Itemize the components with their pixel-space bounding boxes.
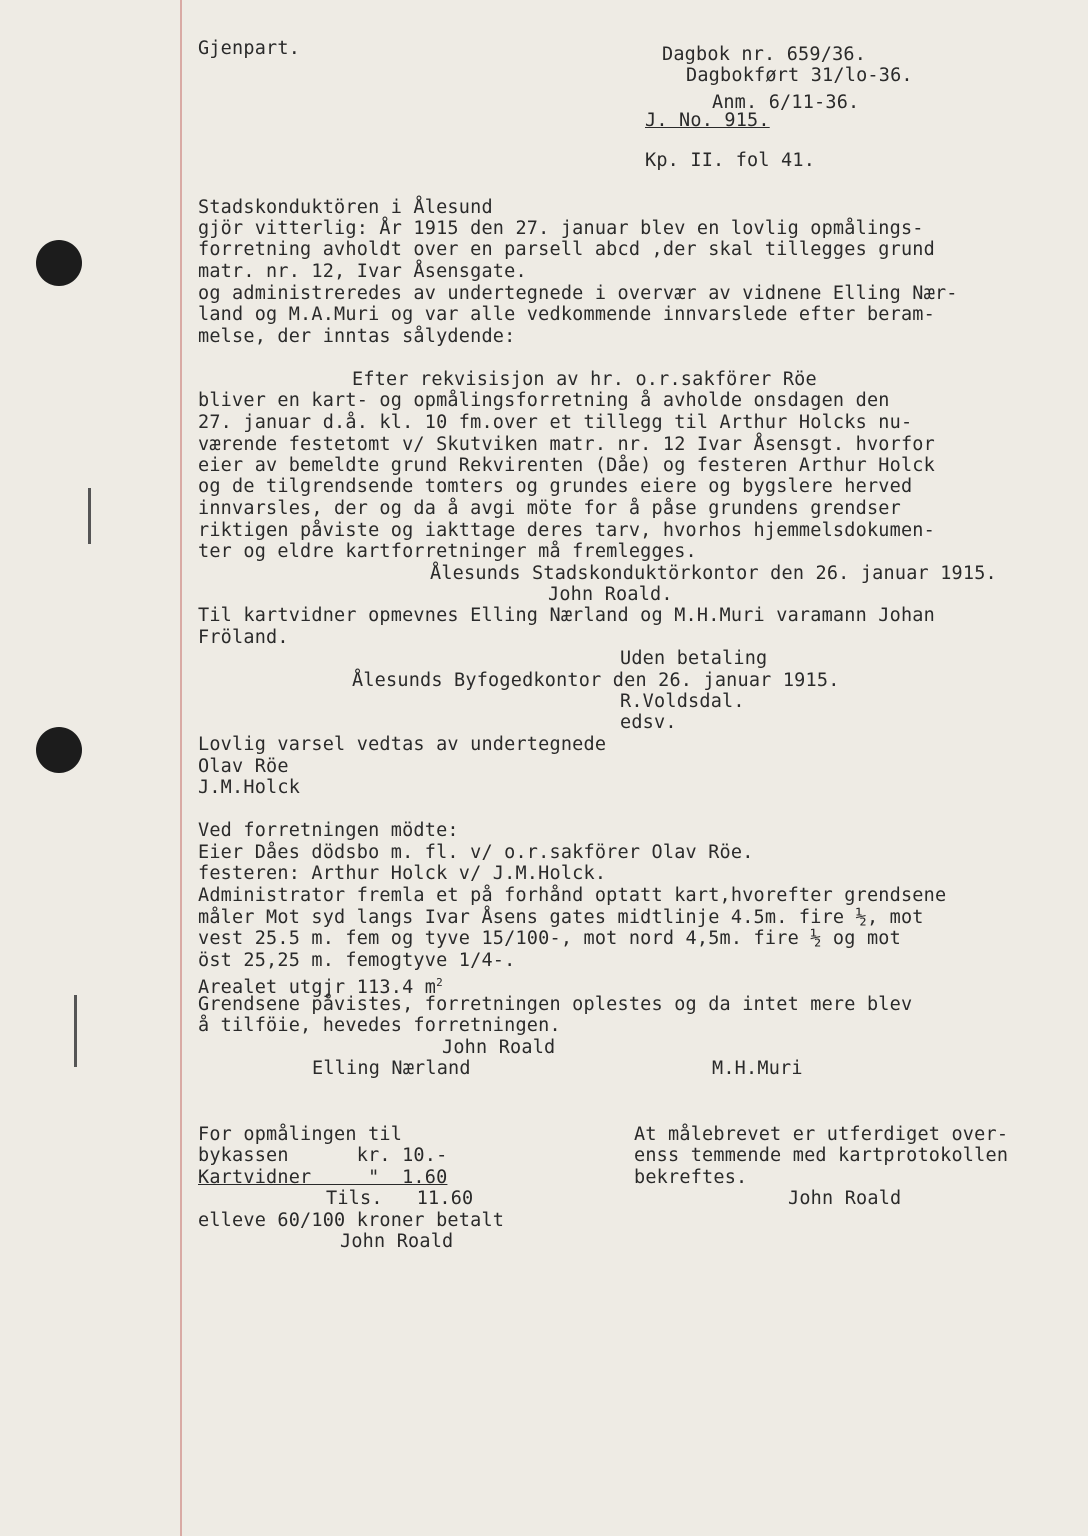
journal-number: J. No. 915. [645, 110, 770, 131]
signature-line: Elling Nærland [312, 1058, 471, 1079]
text-line: vest 25.5 m. fem og tyve 15/100-, mot nord 4,5m. fire ½ og mot [198, 928, 901, 949]
text-line: edsv. [620, 712, 677, 733]
punch-hole-icon [36, 240, 82, 286]
text-line: öst 25,25 m. femogtyve 1/4-. [198, 950, 516, 971]
fees-line: For opmålingen til [198, 1124, 403, 1145]
copy-label: Gjenpart. [198, 38, 301, 59]
text-line: Lovlig varsel vedtas av undertegnede [198, 734, 607, 755]
text-line: Fröland. [198, 627, 289, 648]
signature-line: Olav Röe [198, 756, 289, 777]
certification-line: bekreftes. [634, 1167, 748, 1188]
signature-line: J.M.Holck [198, 777, 301, 798]
text-line: innvarsles, der og da å avgi möte for å påse grundens grendser [198, 498, 901, 519]
text-line: å tilföie, hevedes forretningen. [198, 1015, 561, 1036]
dagbok-number: Dagbok nr. 659/36. [662, 44, 867, 65]
text-line: og administreredes av undertegnede i overvær av vidnene Elling Nær- [198, 283, 958, 304]
signature-line: M.H.Muri [712, 1058, 803, 1079]
signature-line: John Roald. [548, 584, 673, 605]
text-line: Til kartvidner opmevnes Elling Nærland og M.H.Muri varamann Johan [198, 605, 935, 626]
text-line: Grendsene påvistes, forretningen oplestes og da intet mere blev [198, 994, 913, 1015]
signature-line: R.Voldsdal. [620, 691, 745, 712]
text-line: 27. januar d.å. kl. 10 fm.over et tillegg til Arthur Holcks nu- [198, 412, 913, 433]
text-line: land og M.A.Muri og var alle vedkommende innvarslede efter beram- [198, 304, 935, 325]
fees-line: elleve 60/100 kroner betalt [198, 1210, 505, 1231]
text-line: og de tilgrendsende tomters og grundes eiere og bygslere herved [198, 476, 913, 497]
fees-line: bykassen kr. 10.- [198, 1145, 448, 1166]
text-line: forretning avholdt over en parsell abcd ,der skal tillegges grund [198, 239, 935, 260]
text-line: matr. nr. 12, Ivar Åsensgate. [198, 261, 527, 282]
fees-line: Kartvidner " 1.60 [198, 1167, 448, 1188]
text-line: Ved forretningen mödte: [198, 820, 459, 841]
margin-mark [88, 488, 91, 544]
signature-line: John Roald [442, 1037, 556, 1058]
text-line: riktigen påviste og iakttage deres tarv, hvorhos hjemmelsdokumen- [198, 520, 935, 541]
text-line: bliver en kart- og opmålingsforretning å avholde onsdagen den [198, 390, 890, 411]
text-line: Ålesunds Byfogedkontor den 26. januar 1915. [352, 670, 840, 691]
anm-date: Anm. 6/11-36. [712, 92, 860, 113]
text-line: Ålesunds Stadskonduktörkontor den 26. januar 1915. [430, 563, 997, 584]
text-line: eier av bemeldte grund Rekvirenten (Dåe) og festeren Arthur Holck [198, 455, 935, 476]
text-line: Eier Dåes dödsbo m. fl. v/ o.r.sakförer Olav Röe. [198, 842, 754, 863]
area-unit-superscript: 2 [436, 976, 443, 989]
text-line: Efter rekvisisjon av hr. o.r.sakförer Röe [352, 369, 817, 390]
certification-line: At målebrevet er utferdiget over- [634, 1124, 1009, 1145]
text-line: ter og eldre kartforretninger må fremlegges. [198, 541, 697, 562]
certification-line: enss temmende med kartprotokollen [634, 1145, 1009, 1166]
text-line: festeren: Arthur Holck v/ J.M.Holck. [198, 863, 607, 884]
margin-mark [74, 995, 77, 1067]
text-line: værende festetomt v/ Skutviken matr. nr. 12 Ivar Åsensgt. hvorfor [198, 434, 935, 455]
kp-folio: Kp. II. fol 41. [645, 150, 816, 171]
text-line: melse, der inntas sålydende: [198, 326, 516, 347]
text-line: Stadskonduktören i Ålesund [198, 197, 493, 218]
text-line: Administrator fremla et på forhånd optatt kart,hvorefter grendsene [198, 885, 947, 906]
signature-line: John Roald [340, 1231, 454, 1252]
fees-total: Tils. 11.60 [326, 1188, 474, 1209]
margin-line [180, 0, 182, 1536]
area-text: Arealet utgjr 113.4 m [198, 977, 437, 999]
text-line: gjör vitterlig: År 1915 den 27. januar blev en lovlig opmålings- [198, 218, 924, 239]
signature-line: John Roald [788, 1188, 902, 1209]
punch-hole-icon [36, 727, 82, 773]
text-line: måler Mot syd langs Ivar Åsens gates midtlinje 4.5m. fire ½, mot [198, 907, 924, 928]
text-line: Uden betaling [620, 648, 768, 669]
dagbok-date: Dagbokført 31/lo-36. [686, 65, 913, 86]
